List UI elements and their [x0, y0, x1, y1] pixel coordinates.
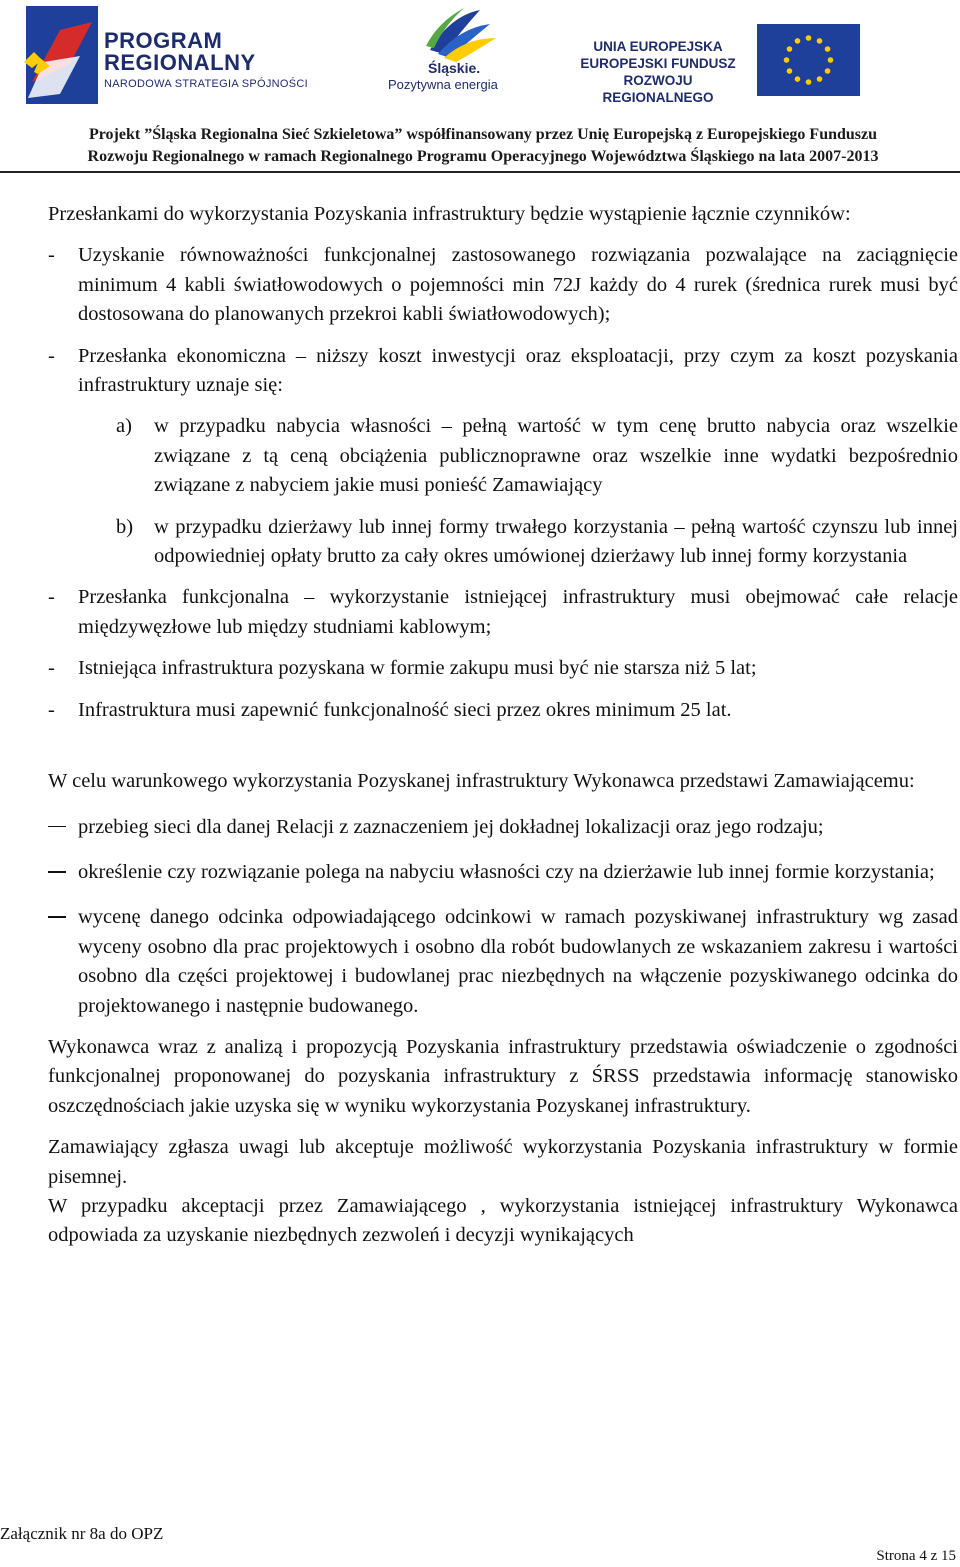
condition-item: - Infrastruktura musi zapewnić funkcjonalność sieci przez okres minimum 25 lat.	[48, 698, 732, 721]
program-regionalny-wordmark: PROGRAM REGIONALNY	[104, 28, 256, 75]
eu-star-icon	[825, 46, 831, 52]
eu-star-icon	[825, 68, 831, 74]
eu-star-icon	[787, 68, 793, 74]
program-subtitle: NARODOWA STRATEGIA SPÓJNOŚCI	[104, 78, 308, 90]
header-divider	[0, 171, 960, 173]
slaskie-slogan: Pozytywna energia	[388, 77, 498, 92]
deliverable-item: wycenę danego odcinka odpowiadającego odcinkowi w ramach pozyskiwanej infrastruktury wg zasad wyceny osobno dla prac projektowych i osobno dla robót budowlanych ze wskazaniem zakresu i wartości osobno dla części projektowej i budowlanej prac niezbędnych na włączenie pozyskiwanego odcinka do projektowanego i następnie budowanego.	[48, 903, 958, 1021]
acceptance-paragraph: W przypadku akceptacji przez Zamawiającego , wykorzystania istniejącej infrastruktury Wykonawca odpowiada za uzyskanie niezbędnych zezwoleń i decyzji wynikających	[48, 1194, 958, 1247]
eu-star-icon	[817, 76, 823, 82]
deliverables-intro: W celu warunkowego wykorzystania Pozyskanej infrastruktury Wykonawca przedstawi Zamawiającemu:	[48, 770, 915, 793]
eu-star-icon	[784, 57, 790, 63]
sub-condition-item: a) w przypadku nabycia własności – pełną wartość w tym cenę brutto nabycia oraz wszelkie związane z tą ceną obciążenia publicznoprawne oraz wszelkie inne wydatki bezpośrednio związane z nabyciem jakie musi ponieść Zamawiający	[116, 415, 958, 497]
eu-star-icon	[795, 38, 801, 44]
slaskie-logo	[380, 2, 530, 108]
eu-star-icon	[817, 38, 823, 44]
sub-condition-item: b) w przypadku dzierżawy lub innej formy trwałego korzystania – pełną wartość czynszu lub innej odpowiedniej opłaty brutto za cały okres umówionej dzierżawy lub innej formy korzystania	[116, 515, 958, 568]
condition-item: - Przesłanka funkcjonalna – wykorzystanie istniejącej infrastruktury musi obejmować całe relacje międzywęzłowe lub między studniami kablowym;	[48, 586, 958, 638]
condition-item: - Przesłanka ekonomiczna – niższy koszt inwestycji oraz eksploatacji, przy czym za koszt pozyskania infrastruktury uznaje się:	[48, 344, 958, 397]
deliverable-item: przebieg sieci dla danej Relacji z zaznaczeniem jej dokładnej lokalizacji oraz jego rodzaju;	[48, 813, 958, 842]
eu-star-icon	[828, 57, 834, 63]
condition-item: - Istniejąca infrastruktura pozyskana w formie zakupu musi być nie starsza niż 5 lat;	[48, 657, 757, 680]
eu-fund-wordmark: UNIA EUROPEJSKA EUROPEJSKI FUNDUSZ ROZWOJU REGIONALNEGO	[580, 39, 736, 105]
eu-flag-icon	[757, 24, 860, 96]
eu-star-icon	[795, 76, 801, 82]
eu-star-icon	[787, 46, 793, 52]
project-caption: Projekt ”Śląska Regionalna Sieć Szkieletowa” współfinansowany przez Unię Europejską z Europejskiego Funduszu Rozwoju Regionalnego w ramach Regionalnego Programu Operacyjnego Województwa Śląskiego na lata 2007-2013	[87, 126, 879, 165]
statement-paragraph: Wykonawca wraz z analizą i propozycją Pozyskania infrastruktury przedstawia oświadczenie o zgodności funkcjonalnej proponowanej do pozyskania infrastruktury z ŚRSS przedstawia informację stanowisko oszczędnościach jakie uzyska się w wyniku wykorzystania Pozyskanej infrastruktury.	[48, 1035, 958, 1117]
attachment-label: Załącznik nr 8a do OPZ	[0, 1524, 164, 1543]
eu-star-icon	[806, 79, 812, 85]
eu-star-icon	[806, 35, 812, 41]
logo-strip	[0, 0, 960, 120]
objection-paragraph: Zamawiający zgłasza uwagi lub akceptuje możliwość wykorzystania Pozyskania infrastruktury w formie pisemnej.	[48, 1136, 958, 1188]
page-number: Strona 4 z 15	[876, 1548, 956, 1564]
intro-paragraph: Przesłankami do wykorzystania Pozyskania infrastruktury będzie wystąpienie łącznie czynników:	[48, 203, 851, 225]
document-body	[48, 200, 958, 1251]
slaskie-name: Śląskie.	[428, 60, 481, 76]
deliverable-item: określenie czy rozwiązanie polega na nabyciu własności czy na dzierżawie lub innej formie korzystania;	[48, 858, 958, 887]
condition-item: - Uzyskanie równoważności funkcjonalnej zastosowanego rozwiązania pozwalające na zaciągnięcie minimum 4 kabli światłowodowych o pojemności min 72J każdy do 4 rurek (średnica rurek musi być dostosowana do planowanych przekroi kabli światłowodowych);	[48, 244, 958, 326]
